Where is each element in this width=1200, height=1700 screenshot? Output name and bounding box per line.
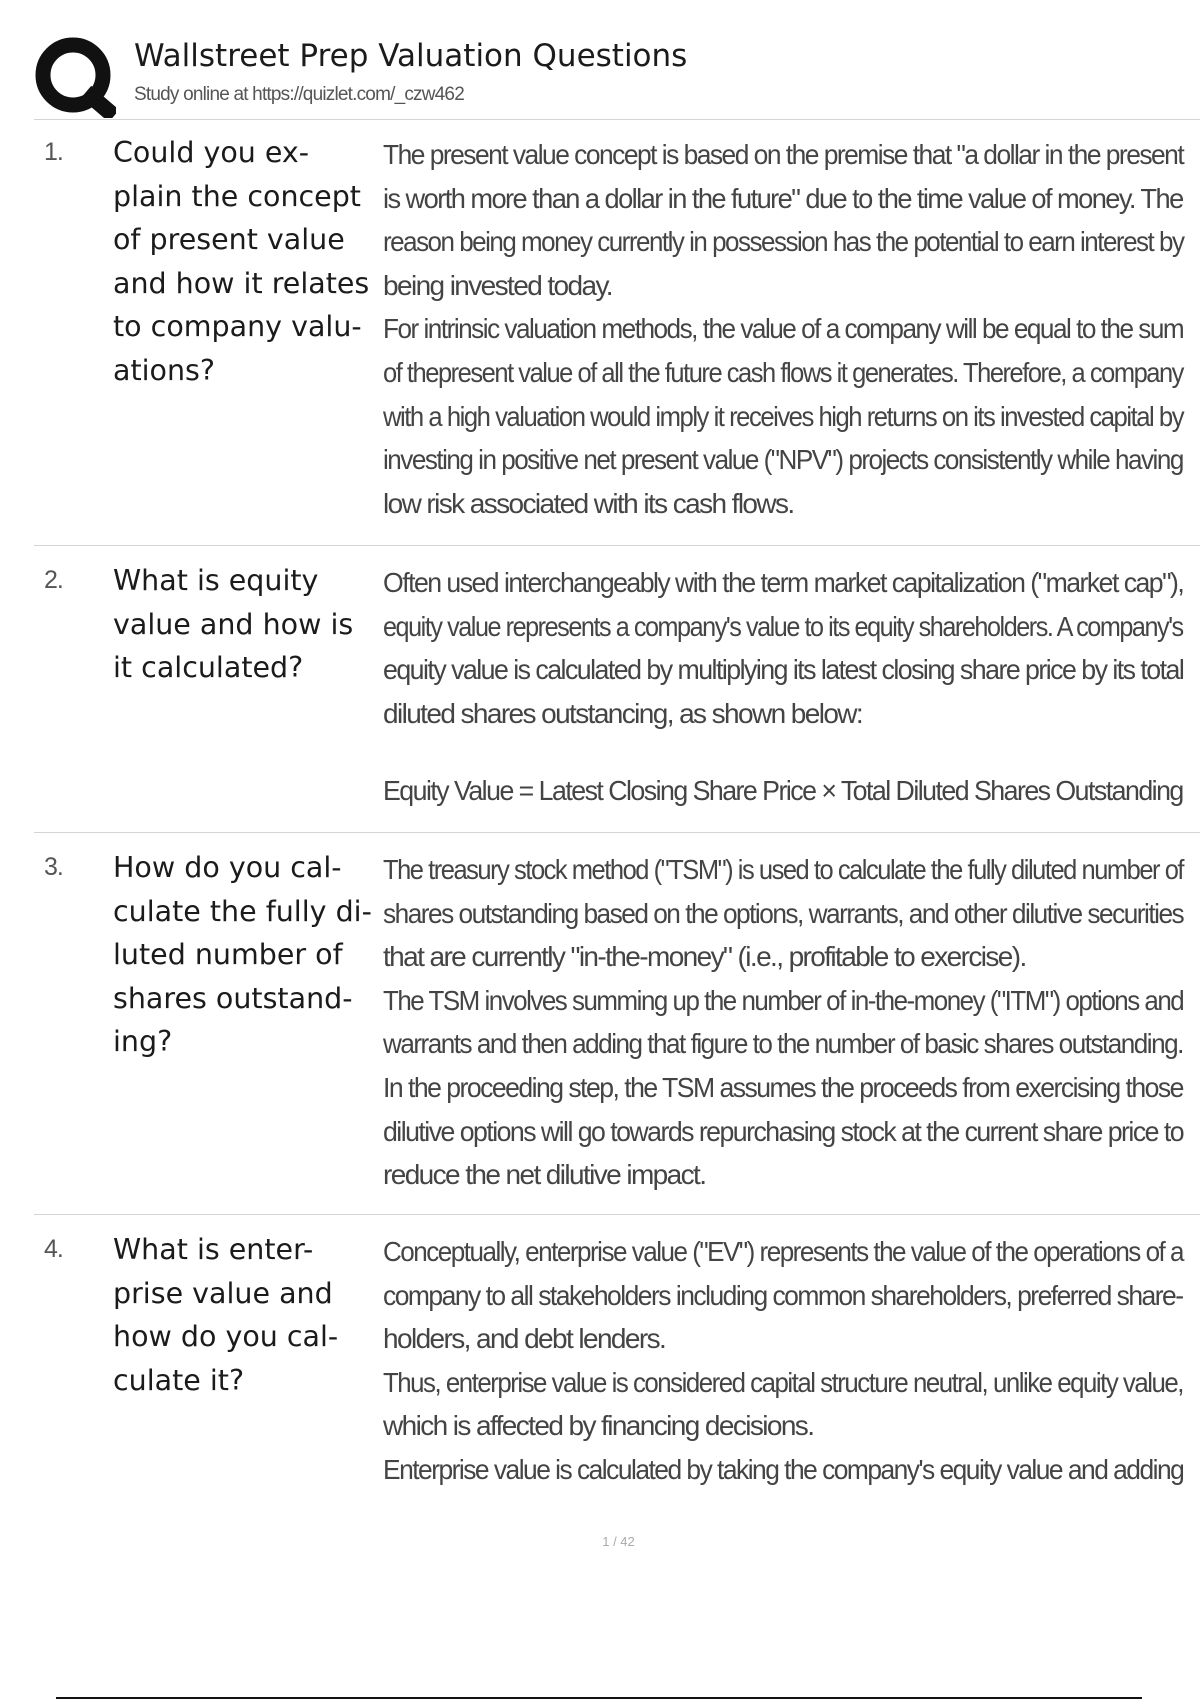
page-header	[34, 32, 1200, 120]
answer-line: which is affected by financing decisions.	[383, 1410, 814, 1442]
answer-line: The TSM involves summing up the number of in-the-money ("ITM") options and	[383, 984, 1184, 1016]
card-question	[113, 1228, 381, 1402]
answer-line: equity value represents a company's value to its equity shareholders. A company's	[383, 610, 1183, 642]
answer-line: is worth more than a dollar in the future" due to the time value of money. The	[383, 182, 1183, 214]
document-title: Wallstreet Prep Valuation Questions	[134, 38, 688, 74]
card-divider	[34, 832, 1200, 833]
question-line: plain the concept	[113, 179, 361, 213]
answer-line: with a high valuation would imply it receives high returns on its invested capital by	[383, 400, 1184, 432]
answer-line: Equity Value = Latest Closing Share Price × Total Diluted Shares Outstanding	[383, 775, 1183, 807]
card-answer	[383, 561, 1183, 813]
answer-line: For intrinsic valuation methods, the value of a company will be equal to the sum	[383, 313, 1184, 345]
answer-line: diluted shares outstancing, as shown below:	[383, 697, 863, 729]
card-number: 4.	[44, 1235, 63, 1263]
answer-line: reason being money currently in possession has the potential to earn interest by	[383, 226, 1184, 258]
card-answer	[383, 133, 1183, 525]
question-line: ations?	[113, 353, 216, 387]
answer-line: Thus, enterprise value is considered capital structure neutral, unlike equity value,	[383, 1366, 1183, 1398]
quizlet-logo-icon	[34, 36, 116, 118]
card-answer	[383, 848, 1183, 1197]
answer-line: Enterprise value is calculated by taking the company's equity value and adding	[383, 1453, 1184, 1485]
card-question	[113, 559, 381, 690]
answer-line: holders, and debt lenders.	[383, 1323, 666, 1355]
question-line: ing?	[113, 1025, 173, 1058]
answer-line: Conceptually, enterprise value ("EV") represents the value of the operations of a	[383, 1236, 1184, 1267]
header-divider	[34, 119, 1200, 120]
card-number: 1.	[44, 138, 63, 166]
answer-line: reduce the net dilutive impact.	[383, 1159, 706, 1191]
question-line: How do you cal-	[113, 851, 342, 884]
question-line: What is equity	[113, 564, 319, 597]
question-line: prise value and	[113, 1276, 333, 1310]
question-line: how do you cal-	[113, 1320, 339, 1353]
card-number: 3.	[44, 853, 63, 881]
card-divider	[34, 545, 1200, 546]
page-bottom-border	[56, 1697, 1142, 1699]
answer-line: The treasury stock method ("TSM") is used to calculate the fully diluted number of	[383, 854, 1184, 885]
question-line: to company valu-	[113, 310, 362, 343]
question-line: culate the fully di-	[113, 894, 372, 928]
question-line: it calculated?	[113, 651, 304, 684]
answer-line: The present value concept is based on the premise that "a dollar in the present	[383, 139, 1184, 170]
answer-line: warrants and then adding that figure to the number of basic shares outstanding.	[383, 1028, 1183, 1060]
question-line: What is enter-	[113, 1233, 314, 1266]
answer-line: that are currently "in-the-money" (i.e., profitable to exercise).	[383, 941, 1026, 973]
question-line: Could you ex-	[113, 136, 310, 169]
card-answer	[383, 1230, 1183, 1492]
answer-line: In the proceeding step, the TSM assumes the proceeds from exercising those	[383, 1071, 1183, 1103]
answer-line: of thepresent value of all the future cash flows it generates. Therefore, a company	[383, 356, 1183, 388]
document-subtitle: Study online at https://quizlet.com/_czw462	[134, 84, 464, 105]
card-number: 2.	[44, 566, 63, 594]
question-line: culate it?	[113, 1363, 245, 1397]
question-line: luted number of	[113, 938, 343, 971]
answer-line: company to all stakeholders including common shareholders, preferred share-	[383, 1279, 1183, 1311]
answer-line: equity value is calculated by multiplying its latest closing share price by its total	[383, 654, 1184, 686]
answer-line: shares outstanding based on the options, warrants, and other dilutive securities	[383, 897, 1184, 929]
answer-line: low risk associated with its cash flows.	[383, 487, 794, 519]
card-question	[113, 131, 381, 392]
card-divider	[34, 1214, 1200, 1215]
answer-line: Often used interchangeably with the term market capitalization ("market cap"),	[383, 567, 1184, 598]
card-question	[113, 846, 381, 1064]
answer-line: being invested today.	[383, 269, 612, 301]
question-line: and how it relates	[113, 266, 370, 300]
question-line: of present value	[113, 223, 345, 256]
answer-line	[383, 735, 1183, 769]
question-line: value and how is	[113, 607, 354, 641]
question-line: shares outstand-	[113, 981, 353, 1015]
answer-line: dilutive options will go towards repurchasing stock at the current share price to	[383, 1115, 1184, 1147]
page-indicator: 1 / 42	[602, 1534, 635, 1549]
answer-line: investing in positive net present value ("NPV") projects consistently while having	[383, 444, 1183, 476]
